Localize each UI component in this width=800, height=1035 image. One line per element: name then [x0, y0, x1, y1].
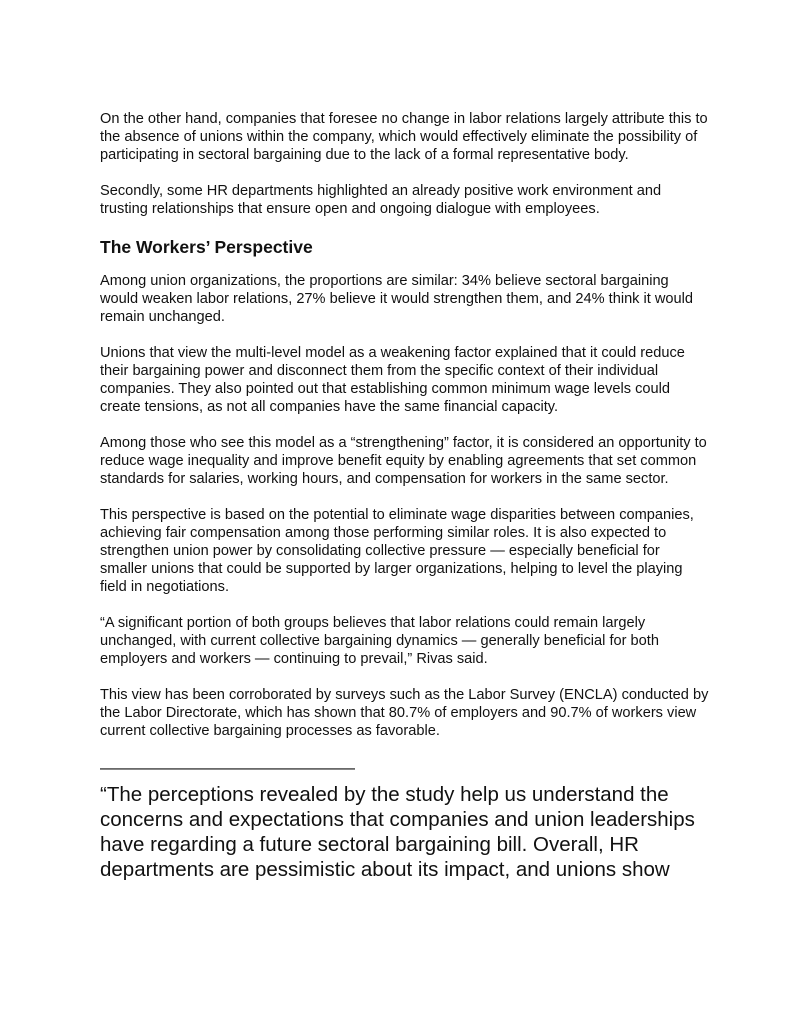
section-divider: ——————————————— [100, 758, 355, 777]
paragraph-weakening-factor: Unions that view the multi-level model as a weakening factor explained that it could reduce their bargaining power and disconnect them from the specific context of their individual companies. They also pointed out that establishing common minimum wage levels could create tensions, as not all companies have the same financial capacity. [100, 345, 685, 415]
section-heading-workers-perspective: The Workers’ Perspective [100, 237, 313, 257]
document-page [100, 110, 710, 882]
paragraph-union-proportions: Among union organizations, the proportions are similar: 34% believe sectoral bargaining would weaken labor relations, 27% believe it would strengthen them, and 24% think it would remain unchanged. [100, 273, 694, 325]
paragraph-rivas-quote: “A significant portion of both groups believes that labor relations could remain largely unchanged, with current collective bargaining dynamics — generally beneficial for both employers and workers — continuing to prevail,” Rivas said. [100, 615, 659, 667]
paragraph-no-change-companies: On the other hand, companies that foresee no change in labor relations largely attribute this to the absence of unions within the company, which would effectively eliminate the possibility of participating in sectoral bargaining due to the lack of a formal representative body. [100, 111, 708, 163]
paragraph-positive-environment: Secondly, some HR departments highlighted an already positive work environment and trusting relationships that ensure open and ongoing dialogue with employees. [100, 183, 662, 217]
pull-quote: “The perceptions revealed by the study help us understand the concerns and expectations that companies and union leaderships have regarding a future sectoral bargaining bill. Overall, HR departments are pessimistic about its impact, and unions show [100, 783, 695, 881]
paragraph-encla-survey: This view has been corroborated by surveys such as the Labor Survey (ENCLA) conducted by the Labor Directorate, which has shown that 80.7% of employers and 90.7% of workers view current collective bargaining processes as favorable. [100, 687, 709, 739]
paragraph-wage-disparities: This perspective is based on the potential to eliminate wage disparities between companies, achieving fair compensation among those performing similar roles. It is also expected to strengthen union power by consolidating collective pressure — especially beneficial for smaller unions that could be supported by larger organizations, helping to level the playing field in negotiations. [100, 507, 694, 595]
paragraph-strengthening-factor: Among those who see this model as a “strengthening” factor, it is considered an opportunity to reduce wage inequality and improve benefit equity by enabling agreements that set common standards for salaries, working hours, and compensation for workers in the same sector. [100, 435, 707, 487]
